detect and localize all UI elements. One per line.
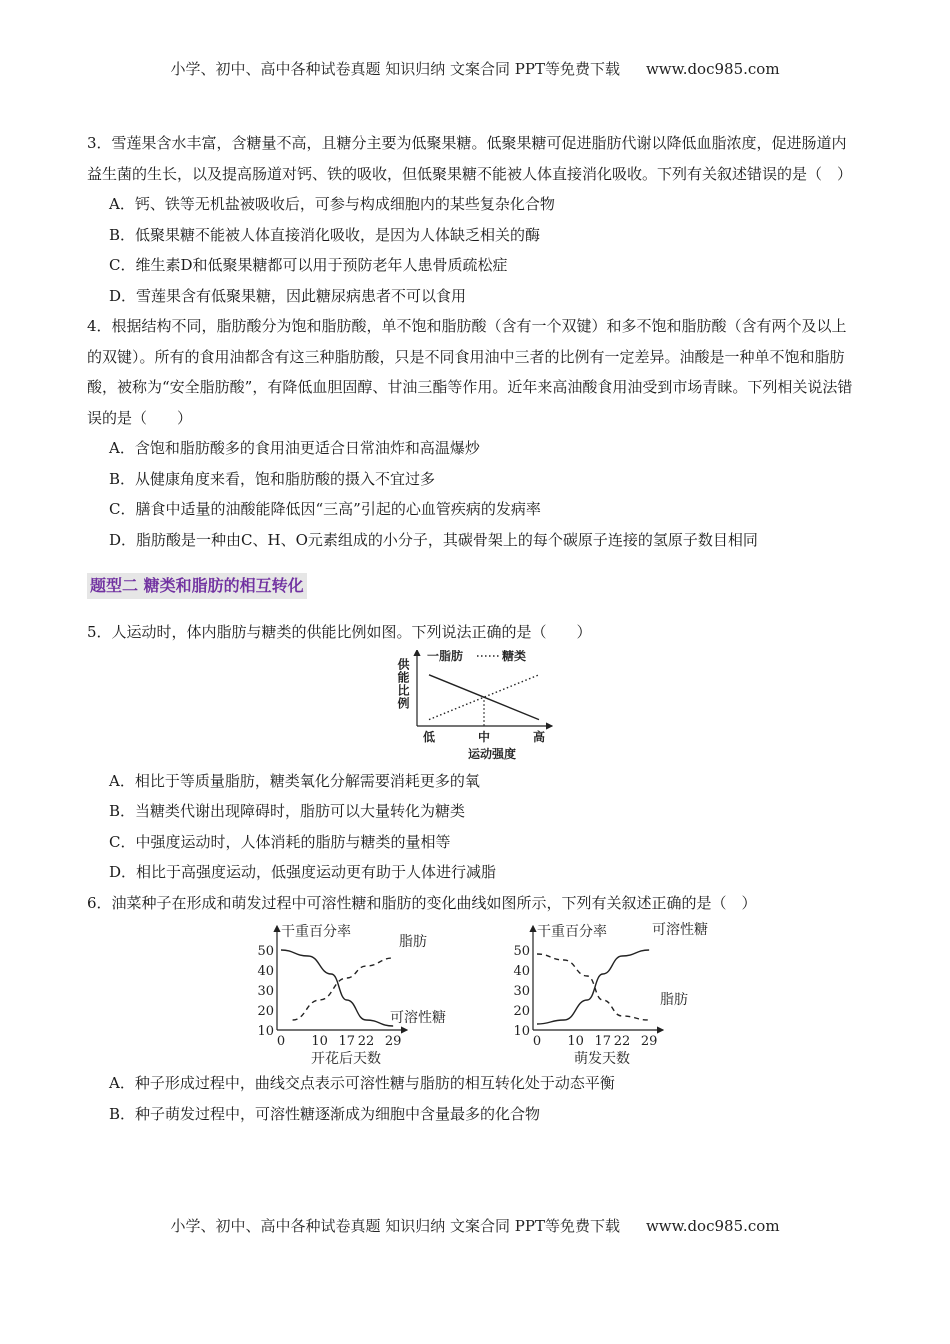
- x-tick-label: 0: [276, 1034, 286, 1049]
- y-tick-label: 50: [257, 944, 274, 959]
- option-b: B．低聚果糖不能被人体直接消化吸收，是因为人体缺乏相关的酶: [109, 225, 541, 244]
- option-d: D．雪莲果含有低聚果糖，因此糖尿病患者不可以食用: [109, 286, 467, 305]
- y-tick-label: 30: [513, 984, 530, 999]
- y-tick-label: 40: [513, 964, 530, 979]
- y-tick-label: 20: [257, 1004, 274, 1019]
- x-tick-label: 17: [594, 1034, 612, 1049]
- legend-dotted-label: 糖类: [502, 649, 527, 663]
- series-label-可溶性糖: 可溶性糖: [390, 1010, 446, 1026]
- seed-curves-chart: [87, 918, 859, 1066]
- option-b: B．种子萌发过程中，可溶性糖逐渐成为细胞中含量最多的化合物: [109, 1104, 541, 1123]
- x-tick-label: 29: [640, 1034, 658, 1049]
- x-axis-label: 开花后天数: [311, 1051, 381, 1066]
- option-a: A．种子形成过程中，曲线交点表示可溶性糖与脂肪的相互转化处于动态平衡: [109, 1074, 615, 1092]
- x-tick-label: 0: [532, 1034, 542, 1049]
- x-tick-label: 10: [311, 1034, 328, 1049]
- x-axis-label: 萌发天数: [574, 1051, 630, 1066]
- x-tick-label: 低: [422, 729, 436, 744]
- y-tick-label: 20: [513, 1004, 530, 1019]
- question-stem: 3．雪莲果含水丰富，含糖量不高，且糖分主要为低聚果糖。低聚果糖可促进脂肪代谢以降低血脂浓度，促进肠道内益生菌的生长，以及提高肠道对钙、铁的吸收，但低聚果糖不能被人体直接消化吸收。下列有关叙述错误的是（ ）: [87, 134, 853, 183]
- footer-text: 小学、初中、高中各种试卷真题 知识归纳 文案合同 PPT等免费下载: [170, 1217, 620, 1235]
- figure-seed-curves: [87, 918, 859, 1066]
- y-tick-label: 50: [513, 944, 530, 959]
- option-c: C．维生素D和低聚果糖都可以用于预防老年人患骨质疏松症: [109, 256, 508, 274]
- page-content: [87, 128, 859, 1129]
- x-tick-label: 高: [532, 729, 546, 744]
- y-tick-label: 30: [257, 984, 274, 999]
- y-tick-label: 40: [257, 964, 274, 979]
- series-curve-脂肪: [537, 954, 649, 1020]
- option-a: A．相比于等质量脂肪，糖类氧化分解需要消耗更多的氧: [109, 771, 480, 790]
- y-tick-label: 10: [513, 1024, 530, 1039]
- option-a: A．钙、铁等无机盐被吸收后，可参与构成细胞内的某些复杂化合物: [109, 195, 555, 213]
- question-stem: 5．人运动时，体内脂肪与糖类的供能比例如图。下列说法正确的是（ ）: [87, 623, 592, 641]
- page-footer: [0, 1215, 950, 1236]
- series-label-可溶性糖: 可溶性糖: [652, 922, 708, 938]
- series-curve-可溶性糖: [537, 950, 649, 1024]
- x-tick-label: 中: [477, 729, 491, 744]
- question-4: [87, 311, 859, 555]
- series-curve-脂肪: [293, 958, 394, 1020]
- option-c: C．膳食中适量的油酸能降低因“三高”引起的心血管疾病的发病率: [109, 500, 541, 518]
- option-b: B．从健康角度来看，饱和脂肪酸的摄入不宜过多: [109, 469, 436, 488]
- y-axis-label: 干重百分率: [281, 924, 351, 940]
- x-axis-label: 运动强度: [467, 746, 517, 761]
- energy-ratio-chart: [87, 650, 859, 762]
- option-d: D．相比于高强度运动，低强度运动更有助于人体进行减脂: [109, 863, 497, 881]
- y-axis-label: 干重百分率: [537, 924, 607, 940]
- series-label-脂肪: 脂肪: [660, 992, 688, 1008]
- header-text: 小学、初中、高中各种试卷真题 知识归纳 文案合同 PPT等免费下载: [170, 60, 620, 78]
- series-label-脂肪: 脂肪: [399, 934, 427, 950]
- x-tick-label: 22: [613, 1034, 631, 1049]
- question-stem: 6．油菜种子在形成和萌发过程中可溶性糖和脂肪的变化曲线如图所示，下列有关叙述正确的是（ ）: [87, 893, 757, 912]
- x-tick-label: 29: [384, 1034, 402, 1049]
- section-title: 题型二 糖类和脂肪的相互转化: [87, 573, 307, 599]
- footer-url[interactable]: www.doc985.com: [645, 1217, 780, 1235]
- figure-energy-ratio: [87, 650, 859, 762]
- option-c: C．中强度运动时，人体消耗的脂肪与糖类的量相等: [109, 832, 451, 851]
- y-axis-label: 供能比例: [396, 657, 410, 710]
- x-tick-label: 22: [357, 1034, 375, 1049]
- question-3: [87, 128, 859, 311]
- option-d: D．脂肪酸是一种由C、H、O元素组成的小分子，其碳骨架上的每个碳原子连接的氢原子数目相同: [109, 530, 758, 549]
- x-tick-label: 17: [338, 1034, 356, 1049]
- question-stem: 4．根据结构不同，脂肪酸分为饱和脂肪酸，单不饱和脂肪酸（含有一个双键）和多不饱和脂肪酸（含有两个及以上的双键）。所有的食用油都含有这三种脂肪酸，只是不同食用油中三者的比例有一定差异。油酸是一种单不饱和脂肪酸，被称为“安全脂肪酸”，有降低血胆固醇、甘油三酯等作用。近年来高油酸食用油受到市场青睐。下列相关说法错误的是（ ）: [87, 317, 853, 427]
- question-6: [87, 888, 859, 1130]
- option-b: B．当糖类代谢出现障碍时，脂肪可以大量转化为糖类: [109, 802, 466, 820]
- question-5: [87, 617, 859, 888]
- x-tick-label: 10: [567, 1034, 584, 1049]
- y-tick-label: 10: [257, 1024, 274, 1039]
- page-header: [0, 58, 950, 79]
- legend-solid-label: 一脂肪: [427, 649, 464, 663]
- option-a: A．含饱和脂肪酸多的食用油更适合日常油炸和高温爆炒: [109, 439, 480, 457]
- series-curve-可溶性糖: [281, 950, 393, 1026]
- header-url[interactable]: www.doc985.com: [645, 60, 780, 78]
